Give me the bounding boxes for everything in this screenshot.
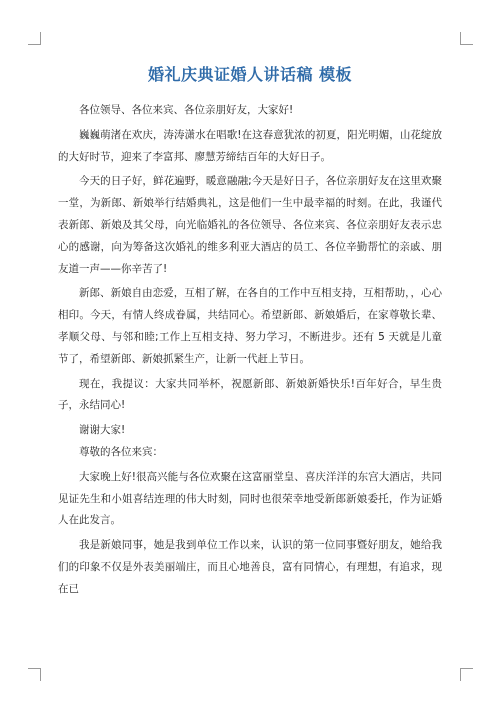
paragraph: 我是新娘同事，她是我到单位工作以来，认识的第一位同事暨好朋友，她给我们的印象不仅是外表美丽端庄，而且心地善良，富有同情心，有理想，有追求，现在已 xyxy=(58,539,442,595)
paragraph-thanks: 谢谢大家! xyxy=(79,424,126,437)
paragraph: 大家晚上好!很高兴能与各位欢聚在这富丽堂皇、喜庆洋洋的东宫大酒店，共同见证先生和小姐喜结连理的伟大时刻，同时也很荣幸地受新郎新娘委托，作为证婚人在此发言。 xyxy=(58,470,442,527)
document-body xyxy=(58,100,442,601)
crop-mark-top-right xyxy=(460,32,473,45)
paragraph: 新郎、新娘自由恋爱，互相了解，在各自的工作中互相支持，互相帮助，，心心相印。今天，有情人终成眷属，共结同心。希望新郎、新娘婚后，在家尊敬长辈、孝顺父母、与邻和睦;工作上互相支持、努力学习，不断进步。还有 5 天就是儿童节了，希望新郎、新娘抓紧生产，让新一代赶上节日。 xyxy=(58,287,442,365)
paragraph: 现在，我提议：大家共同举杯，祝愿新郎、新娘新婚快乐!百年好合，早生贵子，永结同心! xyxy=(58,377,442,412)
paragraph: 巍巍萌渚在欢庆，涛涛潇水在唱歌!在这春意犹浓的初夏，阳光明媚，山花绽放的大好时节，迎来了李富邦、廖慧芳缔结百年的大好日子。 xyxy=(58,128,442,163)
paragraph: 今天的日子好，鲜花遍野，暖意融融;今天是好日子，各位亲朋好友在这里欢聚一堂，为新郎、新娘举行结婚典礼，这是他们一生中最幸福的时刻。在此，我谨代表新郎、新娘及其父母，向光临婚礼的各位领导、各位来宾、各位亲朋好友表示忠心的感谢，向为筹备这次婚礼的维多利亚大酒店的员工、各位辛勤帮忙的亲戚、朋友道一声——你辛苦了! xyxy=(58,175,442,275)
paragraph-salutation: 尊敬的各位来宾： xyxy=(79,445,163,458)
paragraph-greeting: 各位领导、各位来宾、各位亲朋好友，大家好! xyxy=(79,104,294,116)
crop-mark-bottom-right xyxy=(460,668,473,681)
crop-mark-bottom-left xyxy=(28,668,41,681)
document-title: 婚礼庆典证婚人讲话稿 模板 xyxy=(147,65,353,84)
crop-mark-top-left xyxy=(28,32,41,45)
